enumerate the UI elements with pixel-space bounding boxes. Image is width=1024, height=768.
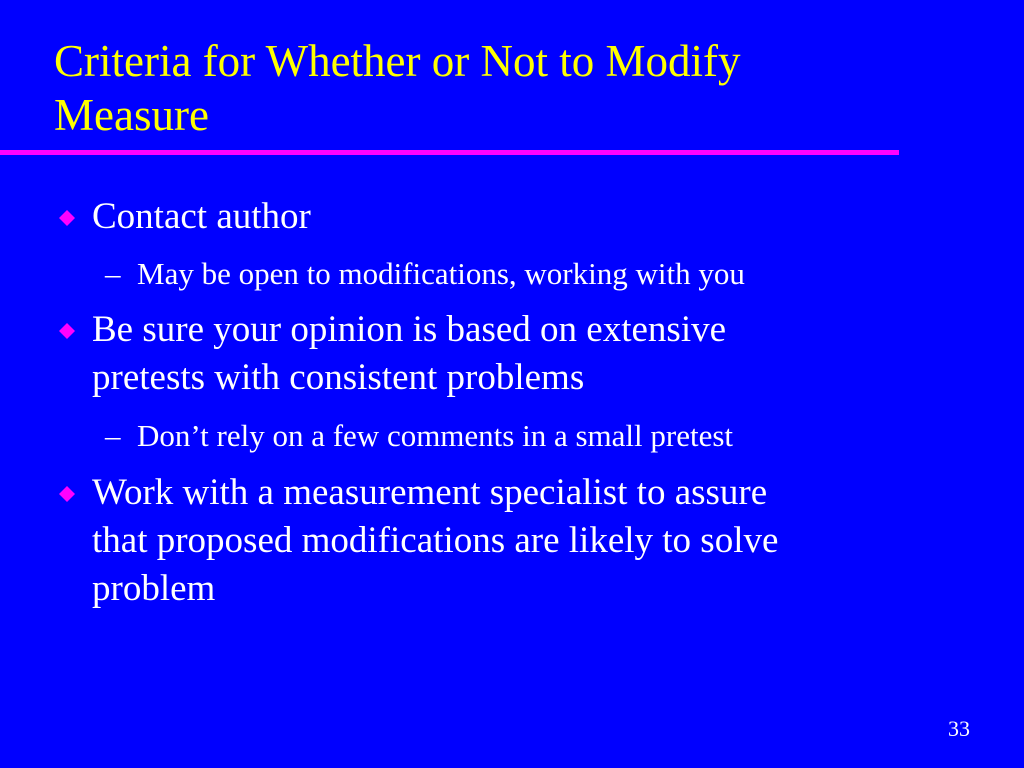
- sub-bullet-marker: –: [105, 418, 121, 453]
- bullet-3-line-1: Work with a measurement specialist to assure: [92, 472, 768, 513]
- slide-title: [54, 34, 934, 142]
- sub-bullet-2: [137, 416, 997, 456]
- bullet-1: [92, 193, 972, 241]
- bullet-2-line-1: Be sure your opinion is based on extensive: [92, 309, 727, 350]
- bullet-3: [92, 469, 972, 613]
- slide-title-line-1: Criteria for Whether or Not to Modify: [54, 36, 741, 86]
- title-divider: [0, 150, 899, 155]
- sub-bullet-1-text: May be open to modifications, working with you: [137, 256, 745, 291]
- bullet-3-line-2: that proposed modifications are likely to solve: [92, 520, 779, 561]
- diamond-bullet-icon: [59, 486, 75, 502]
- diamond-bullet-icon: [59, 210, 75, 226]
- bullet-1-text: Contact author: [92, 196, 311, 237]
- bullet-3-line-3: problem: [92, 568, 216, 609]
- page-number: 33: [948, 716, 970, 741]
- sub-bullet-marker: –: [105, 256, 121, 291]
- diamond-bullet-icon: [59, 323, 75, 339]
- sub-bullet-1: [137, 254, 997, 294]
- bullet-2: [92, 306, 972, 402]
- slide-title-line-2: Measure: [54, 90, 209, 140]
- sub-bullet-2-text: Don’t rely on a few comments in a small pretest: [137, 418, 734, 453]
- bullet-2-line-2: pretests with consistent problems: [92, 357, 585, 398]
